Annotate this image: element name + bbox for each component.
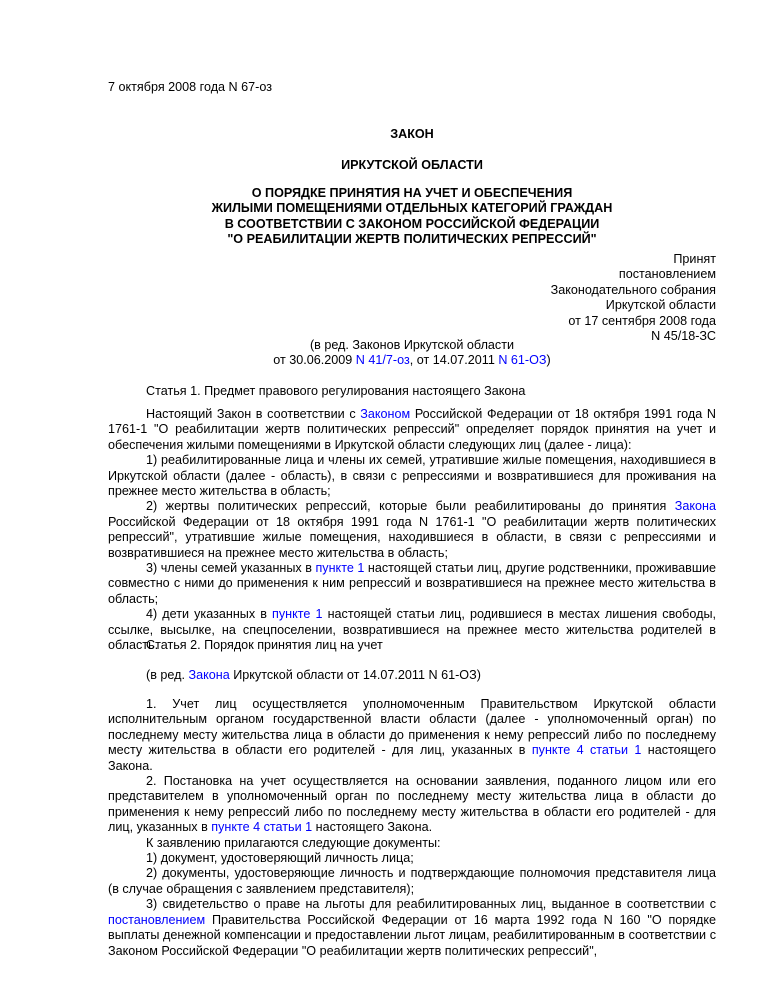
title-law: ЗАКОН	[390, 127, 434, 141]
adopted-line: от 17 сентября 2008 года	[568, 313, 716, 328]
article-link[interactable]: пункте 4 статьи 1	[531, 743, 642, 758]
title-line: "О РЕАБИЛИТАЦИИ ЖЕРТВ ПОЛИТИЧЕСКИХ РЕПРЕССИЙ"	[227, 232, 597, 247]
paragraph-text: 2) жертвы политических репрессий, которые были реабилитированы до принятия	[146, 499, 675, 514]
article-heading: Статья 1. Предмет правового регулирования настоящего Закона	[146, 384, 526, 398]
paragraph-text: настоящего Закона.	[108, 743, 717, 773]
edition-text: от 30.06.2009	[273, 353, 356, 368]
article-heading: Статья 2. Порядок принятия лиц на учет	[146, 638, 383, 652]
paragraph-text: (в ред.	[146, 668, 189, 682]
adoption-block	[108, 252, 716, 344]
item-link[interactable]: пункте 1	[272, 607, 323, 622]
document-date	[108, 80, 716, 95]
article-2-para-1	[108, 697, 716, 774]
law-link[interactable]: Закона	[674, 499, 716, 514]
law-title-word	[108, 127, 716, 142]
paragraph-text: настоящей статьи лиц, другие родственники, проживавшие совместно с ними до применения к ним репрессий и возвратившиеся на прежнее место жительства в область;	[108, 561, 716, 606]
doc-item-1: 1) документ, удостоверяющий личность лица;	[146, 851, 414, 866]
paragraph-text: Настоящий Закон в соответствии с	[146, 407, 361, 421]
article-2-title	[108, 638, 716, 653]
law-title-region	[108, 158, 716, 173]
edition-link-61[interactable]: N 61-ОЗ	[498, 353, 547, 368]
paragraph-text: Правительства Российской Федерации от 16 марта 1992 года N 160 "О порядке выплаты денежной компенсации и предоставлении льгот лицам, реабилитированным в соответствии с Законом Российской Федерации "О реабилитации жертв политических репрессий",	[108, 912, 716, 958]
article-1-intro	[108, 407, 716, 453]
title-line: ЖИЛЫМИ ПОМЕЩЕНИЯМИ ОТДЕЛЬНЫХ КАТЕГОРИЙ ГРАЖДАН	[211, 201, 613, 216]
adopted-line: Законодательного собрания	[550, 282, 716, 297]
article-2-body	[108, 697, 716, 959]
edition-line-2	[108, 353, 716, 368]
article-1-title	[108, 384, 716, 399]
paragraph-text: 1. Учет лиц осуществляется уполномоченным Правительством Иркутской области исполнительным органом государственной власти области (далее - уполномоченный орган) по последнему месту жительства лица в области до применения к нему репрессий либо по последнему месту жительства в области его родителей - для лиц, указанных в	[108, 697, 716, 758]
adopted-line: Принят	[673, 252, 716, 266]
paragraph-text: 3) свидетельство о праве на льготы для реабилитированных лиц, выданное в соответствии с	[146, 897, 716, 912]
paragraph-text: 3) члены семей указанных в	[146, 561, 316, 576]
title-region: ИРКУТСКОЙ ОБЛАСТИ	[341, 158, 483, 172]
paragraph-text: 2. Постановка на учет осуществляется на основании заявления, поданного лицом или его представителем в уполномоченный орган по последнему месту жительства лица в области до применения к нему репрессий либо по последнему месту жительства в области его родителей - для лиц, указанных в	[108, 774, 716, 835]
date-line: 7 октября 2008 года N 67-оз	[108, 80, 272, 94]
article-2-para-2	[108, 774, 716, 836]
paragraph-text: 4) дети указанных в	[146, 607, 273, 622]
law-link[interactable]: Законом	[360, 407, 411, 421]
title-line: О ПОРЯДКЕ ПРИНЯТИЯ НА УЧЕТ И ОБЕСПЕЧЕНИЯ	[251, 186, 573, 200]
decree-link[interactable]: постановлением	[108, 912, 206, 927]
paragraph-text: настоящего Закона.	[312, 820, 433, 835]
article-1-body	[108, 407, 716, 654]
adopted-line: Иркутской области	[605, 298, 716, 313]
paragraph-text: Иркутской области от 14.07.2011 N 61-ОЗ)	[229, 668, 481, 682]
article-1-item-1: 1) реабилитированные лица и члены их семей, утратившие жилые помещения, находившиеся в Иркутской области (далее - область), в связи с репрессиями и возвратившиеся для проживания на прежнее место жительства в область;	[108, 453, 716, 499]
doc-item-2: 2) документы, удостоверяющие личность и подтверждающие полномочия представителя лица (в случае обращения с заявлением представителя);	[108, 866, 716, 896]
paragraph-text: Российской Федерации от 18 октября 1991 года N 1761-1 "О реабилитации жертв политических репрессий" определяет порядок принятия на учет и обеспечения жилыми помещениями в Иркутской области следующих лиц (далее - лица):	[108, 407, 716, 452]
article-2-edition	[108, 668, 716, 683]
doc-item-3	[108, 897, 716, 959]
adopted-line: N 45/18-ЗС	[651, 329, 716, 344]
paragraph-text: Российской Федерации от 18 октября 1991 года N 1761-1 "О реабилитации жертв политических репрессий", утратившие жилые помещения, находившиеся в области, в связи с репрессиями и возвратившиеся на прежнее место жительства в область;	[108, 514, 716, 560]
title-line: В СООТВЕТСТВИИ С ЗАКОНОМ РОССИЙСКОЙ ФЕДЕРАЦИИ	[224, 216, 600, 231]
edition-note	[108, 338, 716, 369]
docs-intro: К заявлению прилагаются следующие документы:	[146, 835, 441, 850]
article-1-item-2	[108, 499, 716, 561]
edition-text: )	[546, 353, 551, 368]
edition-text: , от 14.07.2011	[409, 353, 499, 368]
law-link[interactable]: Закона	[188, 668, 230, 682]
paragraph-text: настоящей статьи лиц, родившиеся в местах лишения свободы, ссылке, высылке, на спецпоселении, возвратившиеся на прежнее место жительства родителей в область.	[108, 607, 716, 653]
item-link[interactable]: пункте 1	[315, 561, 365, 576]
adopted-line: постановлением	[618, 267, 716, 282]
article-1-item-3	[108, 561, 716, 607]
edition-link-41-7[interactable]: N 41/7-оз	[355, 353, 410, 368]
article-link[interactable]: пункте 4 статьи 1	[211, 820, 313, 835]
edition-line-1: (в ред. Законов Иркутской области	[309, 338, 515, 352]
law-title-block	[108, 186, 716, 248]
